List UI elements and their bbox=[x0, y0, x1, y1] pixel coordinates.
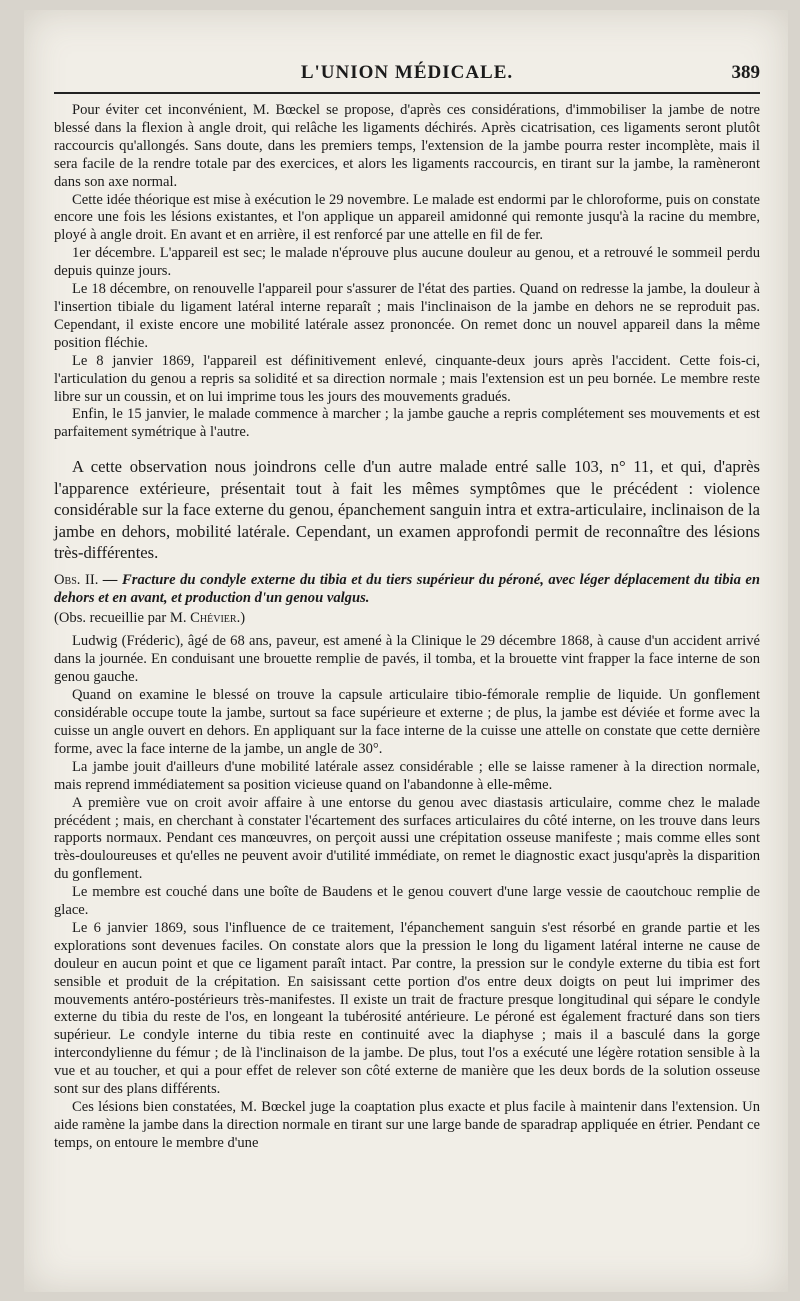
paragraph: Enfin, le 15 janvier, le malade commence à marcher ; la jambe gauche a repris complétement ses mouvements et est parfaitement symétrique à l'autre. bbox=[54, 406, 760, 441]
paragraph: Ludwig (Fréderic), âgé de 68 ans, paveur, est amené à la Clinique le 29 décembre 1868, à cause d'un accident arrivé dans la journée. En conduisant une brouette remplie de pavés, il tomba, et la brouette vint frapper la face interne de son genou gauche. bbox=[54, 633, 760, 686]
paragraph: Le 18 décembre, on renouvelle l'appareil pour s'assurer de l'état des parties. Quand on redresse la jambe, la douleur à l'insertion tibiale du ligament latéral interne reparaît ; mais l'inclinaison de la jambe en dehors ne se reproduit pas. Cependant, il existe encore une mobilité latérale assez prononcée. On remet donc un nouvel appareil dans la même position fléchie. bbox=[54, 281, 760, 351]
observation-number: Obs. II. bbox=[54, 571, 99, 588]
paragraph: Quand on examine le blessé on trouve la capsule articulaire tibio-fémorale remplie de liquide. Un gonflement considérable occupe toute la jambe, surtout sa face supérieure et externe ; de plus, la jambe est déviée et forme avec la cuisse un angle ouvert en dehors. En appliquant sur la face interne de la cuisse une attelle on constate que cette dernière forme, avec la face interne de la jambe, un angle de 30°. bbox=[54, 687, 760, 757]
page-number: 389 bbox=[731, 62, 760, 83]
small-print-section bbox=[54, 102, 760, 442]
paragraph: La jambe jouit d'ailleurs d'une mobilité latérale assez considérable ; elle se laisse ramener à la direction normale, mais reprend immédiatement sa position vicieuse quand on l'abandonne à elle-même. bbox=[54, 758, 760, 793]
large-print-section bbox=[54, 456, 760, 564]
paragraph: A première vue on croit avoir affaire à une entorse du genou avec diastasis articulaire, comme chez le malade précédent ; mais, en cherchant à constater l'écartement des surfaces articulaires du côté interne, on les trouve dans leurs rapports normaux. Pendant ces manœuvres, on perçoit aussi une crépitation osseuse manifeste ; mais comme elles sont très-douloureuses et qu'elles ne peuvent avoir d'utilité immédiate, on remet le diagnostic exact jusqu'après la disparition du gonflement. bbox=[54, 794, 760, 883]
running-title: L'UNION MÉDICALE. bbox=[300, 62, 514, 83]
paragraph: A cette observation nous joindrons celle d'un autre malade entré salle 103, n° 11, et qui, d'après l'apparence extérieure, présentait tout à fait les mêmes symptômes que le précédent : violence considérable sur la face externe du genou, épanchement sanguin intra et extra-articulaire, inclinaison de la jambe en dehors, mobilité latérale. Cependant, un examen approfondi permit de reconnaître des lésions très-différentes. bbox=[54, 457, 760, 563]
paragraph: Le 6 janvier 1869, sous l'influence de ce traitement, l'épanchement sanguin s'est résorbé en grande partie et les explorations sont devenues faciles. On constate alors que la pression le long du ligament latéral interne ne cause de douleur en aucun point et que ce ligament paraît intact. Par contre, la pression sur le condyle externe du tibia est fort sensible et produit de la crépitation. En saisissant cette portion d'os entre deux doigts on peut lui imprimer des mouvements antéro-postérieurs très-manifestes. Il existe un trait de fracture presque longitudinal qui sépare le condyle externe du tibia du reste de l'os, en longeant la tubérosité antérieure. Le péroné est également fracturé dans son tiers supérieur. Le condyle interne du tibia reste en continuité avec la diaphyse ; mais il a basculé dans la gorge intercondylienne du fémur ; de là l'inclinaison de la jambe. De plus, tout l'os a exécuté une légère rotation sensible à la vue et au toucher, et qui a pour effet de relever son côté externe de manière que les deux bords de la solution osseuse sont sur des plans différents. bbox=[54, 919, 760, 1098]
paragraph: 1er décembre. L'appareil est sec; le malade n'éprouve plus aucune douleur au genou, et a retrouvé le sommeil perdu depuis quinze jours. bbox=[54, 245, 760, 280]
journal-page bbox=[24, 10, 788, 1292]
paragraph: Le membre est couché dans une boîte de Baudens et le genou couvert d'une large vessie de caoutchouc remplie de glace. bbox=[54, 884, 760, 919]
observation-heading: — Fracture du condyle externe du tibia et du tiers supérieur du péroné, avec léger déplacement du tibia en dehors et en avant, et production d'un genou valgus. bbox=[54, 571, 761, 606]
author-name: Chévier bbox=[190, 609, 237, 626]
page-header bbox=[54, 62, 760, 88]
paragraph: Ces lésions bien constatées, M. Bœckel juge la coaptation plus exacte et plus facile à maintenir dans l'extension. Un aide ramène la jambe dans la direction normale en tirant sur une large bande de sparadrap appliquée en étrier. Pendant ce temps, on entoure le membre d'une bbox=[54, 1099, 760, 1151]
observation-section bbox=[54, 572, 760, 1153]
header-rule bbox=[54, 92, 760, 94]
paragraph: Pour éviter cet inconvénient, M. Bœckel se propose, d'après ces considérations, d'immobiliser la jambe de notre blessé dans la flexion à angle droit, qui relâche les ligaments déchirés. Après cicatrisation, ces ligaments seront plutôt raccourcis qu'allongés. Sans doute, dans les premiers temps, l'extension de la jambe pourra rester incomplète, mais il sera facile de la rendre totale par des exercices, et alors les ligaments raccourcis, en tirant sur la jambe, la ramèneront dans son axe normal. bbox=[54, 102, 760, 190]
observation-credit: (Obs. recueillie par M. Chévier.) bbox=[54, 609, 246, 626]
observation-title bbox=[54, 572, 760, 608]
article-body bbox=[54, 102, 760, 1153]
paragraph: Le 8 janvier 1869, l'appareil est définitivement enlevé, cinquante-deux jours après l'accident. Cette fois-ci, l'articulation du genou a repris sa solidité et sa direction normale ; mais l'extension est un peu bornée. Le membre reste libre sur un coussin, et on lui imprime tous les jours des mouvements gradués. bbox=[54, 352, 760, 405]
paragraph: Cette idée théorique est mise à exécution le 29 novembre. Le malade est endormi par le chloroforme, puis on constate encore une fois les lésions existantes, et l'on applique un appareil amidonné qui remonte jusqu'à la racine du membre, ployé à angle droit. En avant et en arrière, il est renforcé par une attelle en fil de fer. bbox=[54, 191, 760, 244]
